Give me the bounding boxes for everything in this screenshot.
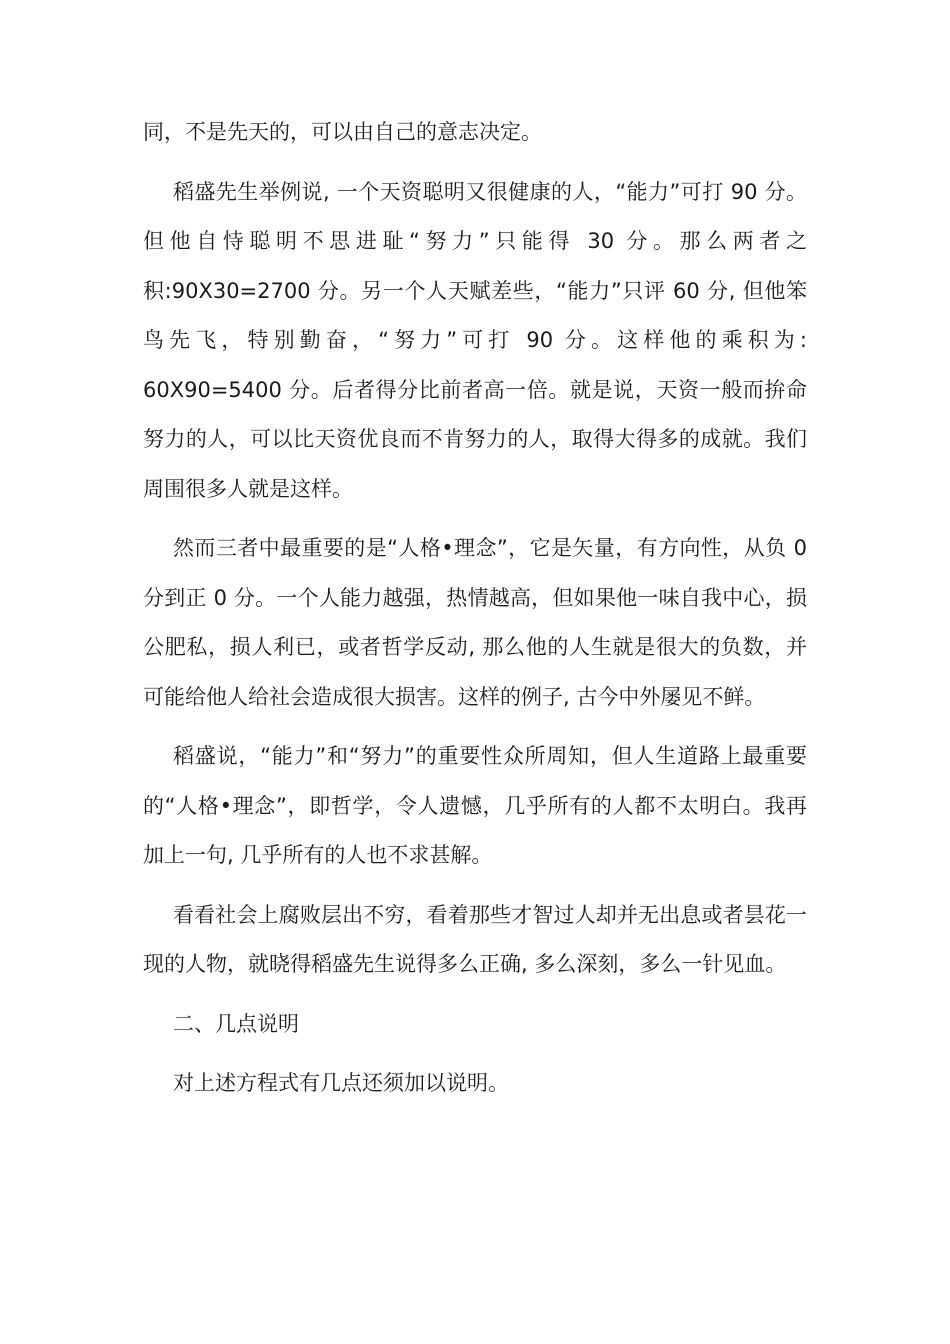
paragraph-society-observation: 看看社会上腐败层出不穷，看着那些才智过人却并无出息或者昙花一现的人物，就晓得稻盛先生说得多么正确, 多么深刻，多么一针见血。	[143, 902, 807, 976]
paragraph-character-philosophy: 然而三者中最重要的是“人格•理念”，它是矢量，有方向性，从负 0 分到正 0 分。一个人能力越强，热情越高，但如果他一味自我中心，损公肥私，损人利已，或者哲学反动, 那么他的人生就是很大的负数，并可能给他人给社会造成很大损害。这样的例子, 古今中外屡见不鲜。	[143, 536, 807, 709]
paragraph-continuation: 同，不是先天的，可以由自己的意志决定。	[143, 120, 542, 144]
paragraph-ability-effort-example: 稻盛先生举例说, 一个天资聪明又很健康的人，“能力”可打 90 分。但他自恃聪明不思进耻“努力”只能得 30 分。那么两者之积:90X30=2700 分。另一个人天赋差些，“能力”只评 60 分, 但他笨鸟先飞，特别勤奋，“努力”可打 90 分。这样他的乘积为: 60X90=5400 分。后者得分比前者高一倍。就是说，天资一般而拚命努力的人，可以比天资优良而不肯努力的人，取得大得多的成就。我们周围很多人就是这样。	[143, 179, 807, 501]
document-body	[143, 108, 807, 1109]
paragraph-notes-intro: 对上述方程式有几点还须加以说明。	[173, 1071, 509, 1095]
paragraph-importance-of-philosophy: 稻盛说，“能力”和“努力”的重要性众所周知，但人生道路上最重要的“人格•理念”，即哲学，令人遗憾，几乎所有的人都不太明白。我再加上一句, 几乎所有的人也不求甚解。	[143, 744, 807, 867]
section-heading-notes: 二、几点说明	[173, 1011, 299, 1036]
